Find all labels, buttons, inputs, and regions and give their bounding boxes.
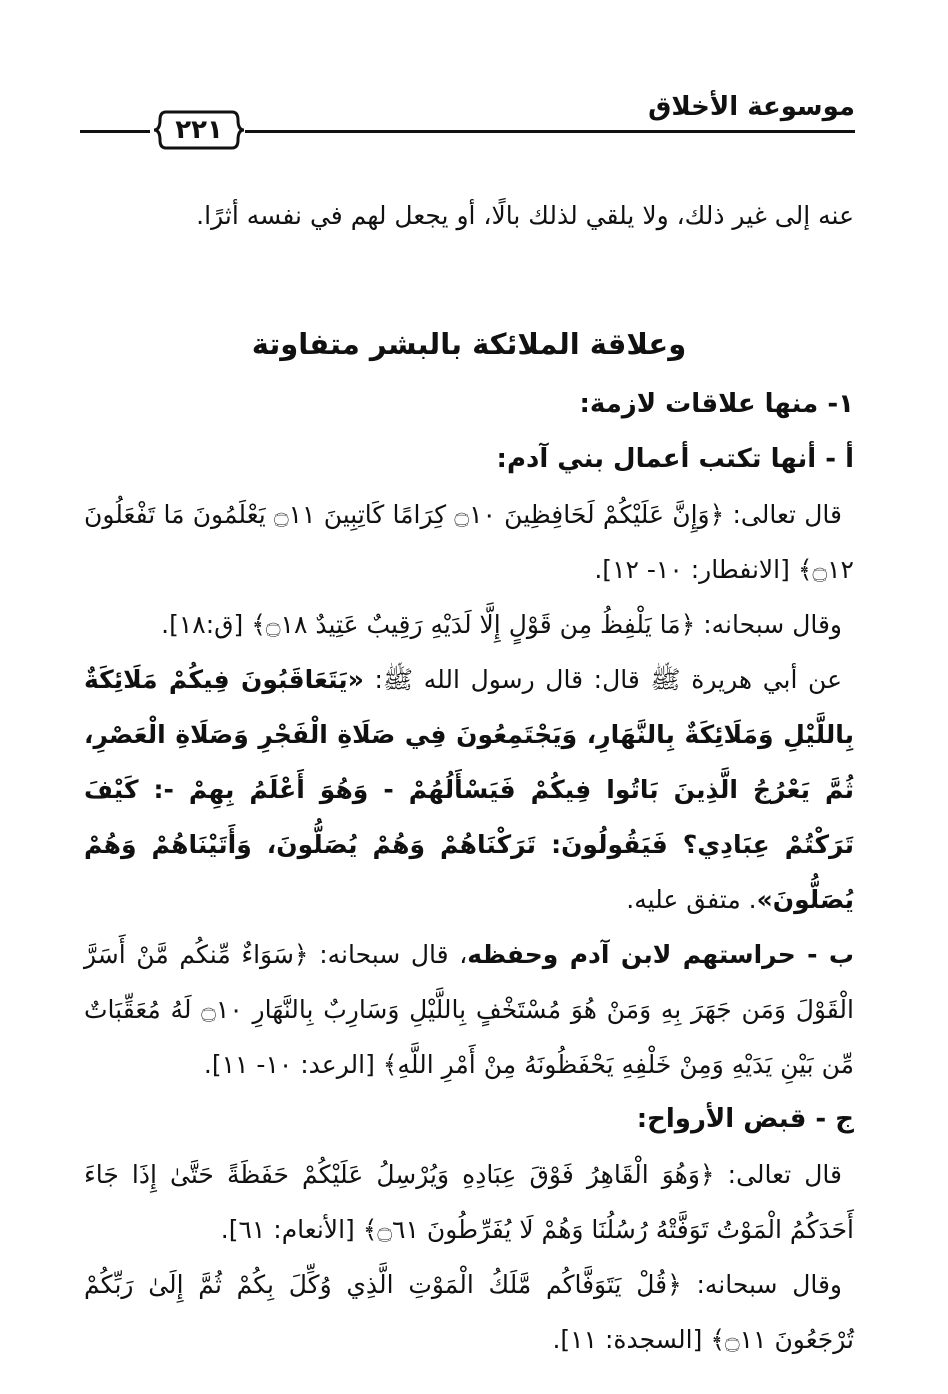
intro-paragraph: عنه إلى غير ذلك، ولا يلقي لذلك بالًا، أو يجعل لهم في نفسه أثرًا. — [196, 201, 854, 230]
paragraph-infitar — [84, 487, 854, 597]
paragraph-lead: عن أبي هريرة ﷺ قال: قال رسول الله ﷺ: — [363, 665, 843, 694]
item-b-heading: ب - حراستهم لابن آدم وحفظه — [467, 940, 855, 969]
paragraph-anam — [84, 1147, 854, 1257]
page-header — [80, 78, 855, 158]
verse-reference: [السجدة: ١١]. — [552, 1325, 711, 1354]
page-number: ٢٢١ — [175, 115, 223, 145]
hadith-text: «يَتَعَاقَبُونَ فِيكُمْ مَلَائِكَةٌ بِاللَّيْلِ وَمَلَائِكَةٌ بِالنَّهَارِ، وَيَجْتَمِعُونَ فِي صَلَاةِ الْفَجْرِ وَصَلَاةِ الْعَصْرِ، ثُمَّ يَعْرُجُ الَّذِينَ بَاتُوا فِيكُمْ فَيَسْأَلُهُمْ - وَهُوَ أَعْلَمُ بِهِمْ -: كَيْفَ تَرَكْتُمْ عِبَادِي؟ فَيَقُولُونَ: تَرَكْنَاهُمْ وَهُمْ يُصَلُّونَ، وَأَتَيْنَاهُمْ وَهُمْ يُصَلُّونَ» — [84, 665, 854, 914]
paragraph-hadith — [84, 652, 854, 927]
quran-verse-anam: ﴿وَهُوَ الْقَاهِرُ فَوْقَ عِبَادِهِ وَيُرْسِلُ عَلَيْكُمْ حَفَظَةً حَتَّىٰ إِذَا جَاءَ أَحَدَكُمُ الْمَوْتُ تَوَفَّتْهُ رُسُلُنَا وَهُمْ لَا يُفَرِّطُونَ ۝٦١﴾ — [84, 1160, 854, 1244]
verse-reference: [ق:١٨]. — [161, 610, 252, 639]
hadith-reference: . متفق عليه. — [626, 885, 757, 914]
quran-verse-raad: ﴿سَوَاءٌ مِّنكُم مَّنْ أَسَرَّ الْقَوْلَ وَمَن جَهَرَ بِهِ وَمَنْ هُوَ مُسْتَخْفٍ بِاللَّيْلِ وَسَارِبٌ بِالنَّهَارِ ۝١٠ لَهُ مُعَقِّبَاتٌ مِّن بَيْنِ يَدَيْهِ وَمِنْ خَلْفِهِ يَحْفَظُونَهُ مِنْ أَمْرِ اللَّهِ﴾ — [84, 940, 854, 1079]
verse-reference: [الرعد: ١٠- ١١]. — [203, 1050, 383, 1079]
verse-reference: [الأنعام: ٦١]. — [220, 1215, 363, 1244]
page-body — [84, 188, 854, 1367]
quran-verse-qaf: ﴿مَا يَلْفِظُ مِن قَوْلٍ إِلَّا لَدَيْهِ رَقِيبٌ عَتِيدٌ ۝١٨﴾ — [251, 610, 696, 639]
verse-reference: [الانفطار: ١٠- ١٢]. — [594, 555, 798, 584]
quran-verse-sajda: ﴿قُلْ يَتَوَفَّاكُم مَّلَكُ الْمَوْتِ الَّذِي وُكِّلَ بِكُمْ ثُمَّ إِلَىٰ رَبِّكُمْ تُرْجَعُونَ ۝١١﴾ — [84, 1270, 854, 1354]
item-1-heading: ١- منها علاقات لازمة: — [579, 389, 854, 419]
paragraph-lead: وقال سبحانه: — [681, 1270, 842, 1299]
running-title: موسوعة الأخلاق — [648, 92, 855, 122]
paragraph-lead: قال تعالى: — [714, 1160, 842, 1189]
item-c-heading: ج - قبض الأرواح: — [636, 1104, 854, 1134]
paragraph-sajda — [84, 1257, 854, 1367]
paragraph-lead: وقال سبحانه: — [695, 610, 842, 639]
quran-verse-infitar: ﴿وَإِنَّ عَلَيْكُمْ لَحَافِظِينَ ۝١٠ كِرَامًا كَاتِبِينَ ۝١١ يَعْلَمُونَ مَا تَفْعَلُونَ ۝١٢﴾ — [84, 500, 854, 584]
paragraph-qaf — [84, 597, 854, 652]
item-a-heading: أ - أنها تكتب أعمال بني آدم: — [496, 444, 854, 474]
paragraph-item-b — [84, 927, 854, 1092]
page-number-frame — [152, 108, 246, 152]
paragraph-lead: ، قال سبحانه: — [308, 940, 468, 969]
header-rule-right — [245, 130, 855, 133]
paragraph-lead: قال تعالى: — [724, 500, 842, 529]
header-rule-left — [80, 130, 150, 133]
section-title: وعلاقة الملائكة بالبشر متفاوتة — [251, 327, 687, 361]
